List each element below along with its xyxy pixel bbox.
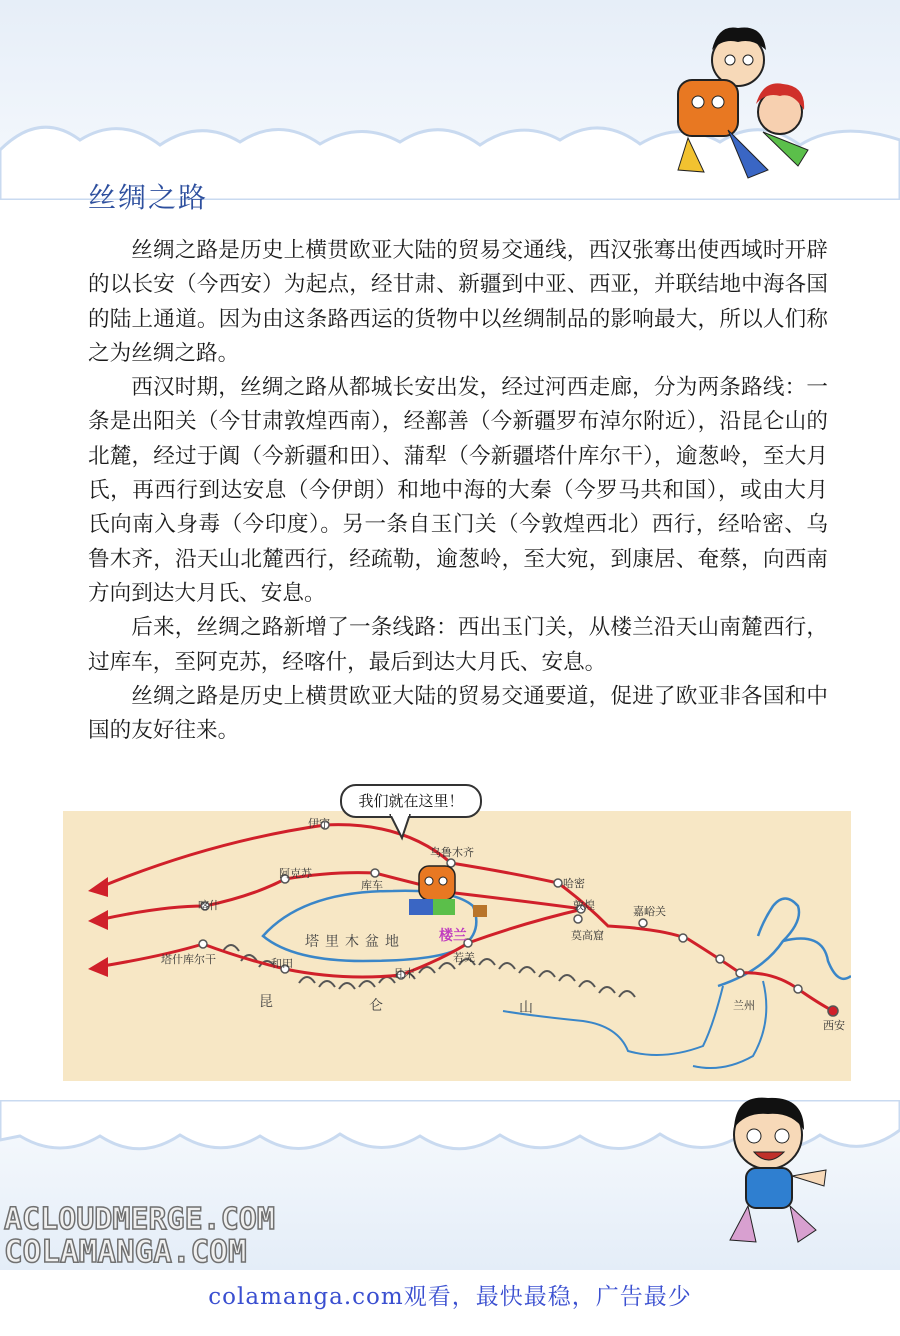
map-cartoon-marker bbox=[409, 866, 487, 917]
paragraph-3: 后来，丝绸之路新增了一条线路：西出玉门关，从楼兰沿天山南麓西行，过库车，至阿克苏，经喀什，最后到达大月氏、安息。 bbox=[88, 615, 828, 675]
watermark-acloudmerge: ACLOUDMERGE.COM bbox=[4, 1202, 275, 1237]
label-hami: 哈密 bbox=[563, 877, 585, 890]
label-shan: 山 bbox=[519, 1000, 533, 1016]
label-akesu: 阿克苏 bbox=[279, 867, 312, 880]
speech-bubble-tail bbox=[388, 814, 418, 842]
promo-link[interactable]: colamanga.com观看，最快最稳，广告最少 bbox=[208, 1284, 692, 1310]
label-ruoqiang: 若羌 bbox=[453, 951, 475, 964]
town-markers bbox=[199, 821, 838, 1016]
label-lun: 仑 bbox=[369, 998, 383, 1014]
label-xian: 西安 bbox=[823, 1019, 845, 1032]
label-lanzhou: 兰州 bbox=[733, 999, 755, 1012]
speech-bubble: 我们就在这里！ bbox=[340, 784, 482, 818]
article-body bbox=[88, 234, 828, 748]
route-arrowheads bbox=[88, 877, 108, 977]
page-title: 丝绸之路 bbox=[88, 181, 209, 214]
cartoon-boy-bottom bbox=[706, 1090, 846, 1250]
river-southeast bbox=[693, 981, 766, 1068]
label-tashikuergan: 塔什库尔干 bbox=[161, 953, 216, 966]
label-mogaoku: 莫高窟 bbox=[571, 929, 604, 942]
label-dunhuang: 敦煌 bbox=[573, 899, 595, 912]
silk-road-map bbox=[63, 811, 851, 1081]
label-yining: 伊宁 bbox=[308, 817, 330, 830]
cartoon-characters-top bbox=[668, 20, 838, 190]
label-loulan: 楼兰 bbox=[439, 928, 467, 944]
paragraph-2: 西汉时期，丝绸之路从都城长安出发，经过河西走廊，分为两条路线：一条是出阳关（今甘肃敦煌西南），经鄯善（今新疆罗布淖尔附近），沿昆仑山的北麓，经过于阗（今新疆和田）、蒲犁（今新疆塔什库尔干），逾葱岭，至大月氏，再西行到达安息（今伊朗）和地中海的大秦（今罗马共和国），或由大月氏向南入身毒（今印度）。另一条自玉门关（今敦煌西北）西行，经哈密、乌鲁木齐，沿天山北麓西行，经疏勒，逾葱岭，至大宛，到康居、奄蔡，向西南方向到达大月氏、安息。 bbox=[88, 375, 828, 606]
label-kuche: 库车 bbox=[361, 879, 383, 892]
label-tarim-basin: 塔里木盆地 bbox=[305, 934, 405, 950]
river-south bbox=[503, 986, 723, 1055]
paragraph-4: 丝绸之路是历史上横贯欧亚大陆的贸易交通要道，促进了欧亚非各国和中国的友好往来。 bbox=[88, 683, 828, 744]
label-wulumuqi: 乌鲁木齐 bbox=[430, 846, 474, 859]
watermark-colamanga: COLAMANGA.COM bbox=[4, 1234, 247, 1270]
paragraph-1: 丝绸之路是历史上横贯欧亚大陆的贸易交通线，西汉张骞出使西域时开辟的以长安（今西安）为起点，经甘肃、新疆到中亚、西亚，并联结地中海各国的陆上通道。因为由这条路西运的货物中以丝绸制品的影响最大，所以人们称之为丝绸之路。 bbox=[88, 238, 828, 366]
label-kashi: 喀什 bbox=[198, 899, 220, 912]
label-hetian: 和田 bbox=[271, 957, 293, 970]
yellow-river-east bbox=[783, 939, 851, 979]
label-qiemo: 且末 bbox=[393, 967, 415, 980]
label-jiayuguan: 嘉峪关 bbox=[633, 905, 666, 918]
label-kun: 昆 bbox=[259, 994, 273, 1010]
